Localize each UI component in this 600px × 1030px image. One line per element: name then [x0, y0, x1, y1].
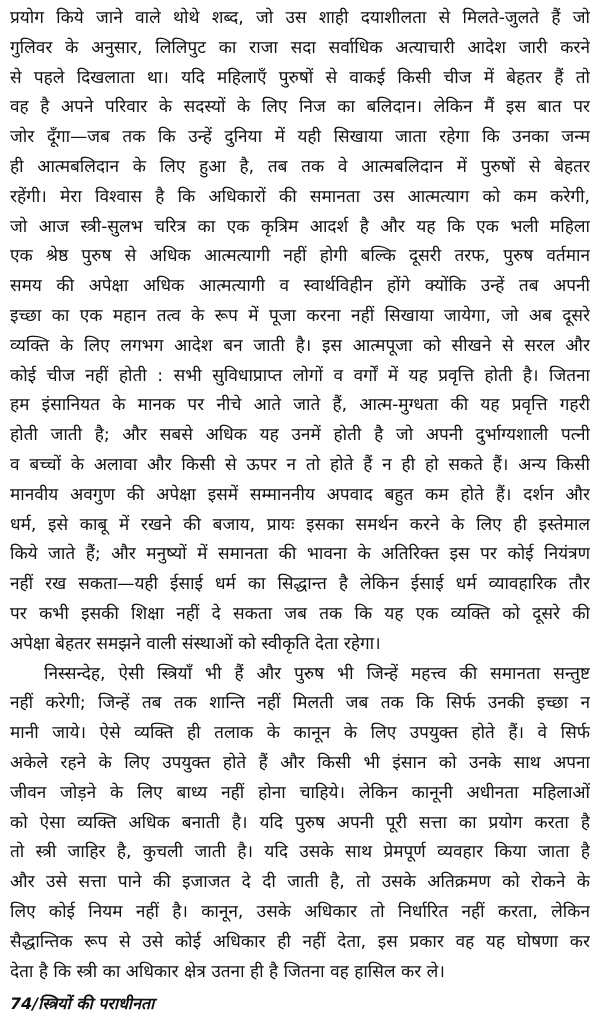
text-line: व बच्चों के अलावा और किसी से ऊपर न तो होते हैं न ही हो सकते हैं। अन्य किसी	[10, 454, 590, 475]
text-line: प्रयोग किये जाने वाले थोथे शब्द, जो उस शाही दयाशीलता से मिलते-जुलते हैं जो	[10, 8, 590, 28]
text-line: धर्म, इसे काबू में रखने की बजाय, प्रायः इसका समर्थन करने के लिए ही इस्तेमाल	[10, 514, 590, 535]
text-line: जोर दूँगा—जब तक कि उन्हें दुनिया में यही सिखाया जाता रहेगा कि उनका जन्म	[10, 127, 590, 148]
text-line: नहीं करेगी; जिन्हें तब तक शान्ति नहीं मिलती जब तक कि सिर्फ उनकी इच्छा न	[10, 693, 590, 714]
paragraph	[10, 660, 590, 988]
text-line: को ऐसा व्यक्ति अधिक बनाती है। यदि पुरुष अपनी पूरी सत्ता का प्रयोग करता है	[10, 812, 590, 833]
text-line: कोई चीज नहीं होती : सभी सुविधाप्राप्त लोगों व वर्गों में यह प्रवृत्ति होती है। जितना	[10, 365, 590, 386]
text-line: किये जाते हैं; और मनुष्यों में समानता की भावना के अतिरिक्त इस पर कोई नियंत्रण	[10, 544, 590, 565]
text-line: इच्छा का एक महान तत्व के रूप में पूजा करना नहीं सिखाया जायेगा, जो अब दूसरे	[10, 305, 590, 326]
text-line: हम इंसानियत के मानक पर नीचे आते जाते हैं, आत्म-मुग्धता की यह प्रवृत्ति गहरी	[10, 395, 590, 416]
paragraph	[10, 4, 590, 660]
text-line: होती जाती है; और सबसे अधिक यह उनमें होती है जो अपनी दुर्भाग्यशाली पत्नी	[10, 425, 590, 446]
text-line: रहेंगी। मेरा विश्वास है कि अधिकारों की समानता उस आत्मत्याग को कम करेगी,	[10, 186, 590, 207]
body-text	[10, 4, 590, 987]
text-line: सैद्धान्तिक रूप से उसे कोई अधिकार ही नहीं देता, इस प्रकार वह यह घोषणा कर	[10, 931, 590, 952]
text-line: लिए कोई नियम नहीं है। कानून, उसके अधिकार तो निर्धारित नहीं करता, लेकिन	[10, 901, 590, 922]
text-line: नहीं रख सकता—यही ईसाई धर्म का सिद्धान्त है लेकिन ईसाई धर्म व्यावहारिक तौर	[10, 574, 590, 595]
text-line: समय की अपेक्षा अधिक आत्मत्यागी व स्वार्थविहीन होंगे क्योंकि उन्हें तब अपनी	[10, 276, 590, 297]
text-line: एक श्रेष्ठ पुरुष से अधिक आत्मत्यागी नहीं होगी बल्कि दूसरी तरफ, पुरुष वर्तमान	[10, 246, 590, 267]
book-title: स्त्रियों की पराधीनता	[38, 994, 155, 1013]
text-line: तो स्त्री जाहिर है, कुचली जाती है। यदि उसके साथ प्रेमपूर्ण व्यवहार किया जाता है	[10, 842, 590, 863]
text-line: निस्सन्देह, ऐसी स्त्रियाँ भी हैं और पुरुष भी जिन्हें महत्त्व की समानता सन्तुष्ट	[44, 663, 590, 684]
text-line: से पहले दिखलाता था। यदि महिलाएँ पुरुषों से वाकई किसी चीज में बेहतर हैं तो	[10, 67, 590, 88]
page-footer	[10, 992, 154, 1014]
text-line: और उसे सत्ता पाने की इजाजत दे दी जाती है, तो उसके अतिक्रमण को रोकने के	[10, 872, 590, 893]
text-line: ही आत्मबलिदान के लिए हुआ है, तब तक वे आत्मबलिदान में पुरुषों से बेहतर	[10, 156, 590, 177]
footer-separator: /	[32, 994, 39, 1013]
text-line: पर कभी इसकी शिक्षा नहीं दे सकता जब तक कि यह एक व्यक्ति को दूसरे की	[10, 603, 590, 624]
text-line: मानवीय अवगुण की अपेक्षा इसमें सम्माननीय अपवाद बहुत कम होते हैं। दर्शन और	[10, 484, 590, 505]
text-line: अकेले रहने के लिए उपयुक्त होते हैं और किसी भी इंसान को उनके साथ अपना	[10, 752, 590, 773]
text-line: देता है कि स्त्री का अधिकार क्षेत्र उतना ही है जितना वह हासिल कर ले।	[10, 961, 445, 982]
text-line: गुलिवर के अनुसार, लिलिपुट का राजा सदा सर्वाधिक अत्याचारी आदेश जारी करने	[10, 37, 590, 58]
text-line: जीवन जोड़ने के लिए बाध्य नहीं होना चाहिये। लेकिन कानूनी अधीनता महिलाओं	[10, 782, 590, 803]
text-line: अपेक्षा बेहतर समझने वाली संस्थाओं को स्वीकृति देता रहेगा।	[10, 633, 381, 654]
text-line: वह है अपने परिवार के सदस्यों के लिए निज का बलिदान। लेकिन मैं इस बात पर	[10, 97, 590, 118]
page-number: 74	[10, 994, 33, 1013]
text-line: व्यक्ति के लिए लगभग आदेश बन जाती है। इस आत्मपूजा को सीखने से सरल और	[10, 335, 590, 356]
text-line: मानी जाये। ऐसे व्यक्ति ही तलाक के कानून के लिए उपयुक्त होते हैं। वे सिर्फ	[10, 723, 590, 744]
text-line: जो आज स्त्री-सुलभ चरित्र का एक कृत्रिम आदर्श है और यह कि एक भली महिला	[10, 216, 590, 237]
